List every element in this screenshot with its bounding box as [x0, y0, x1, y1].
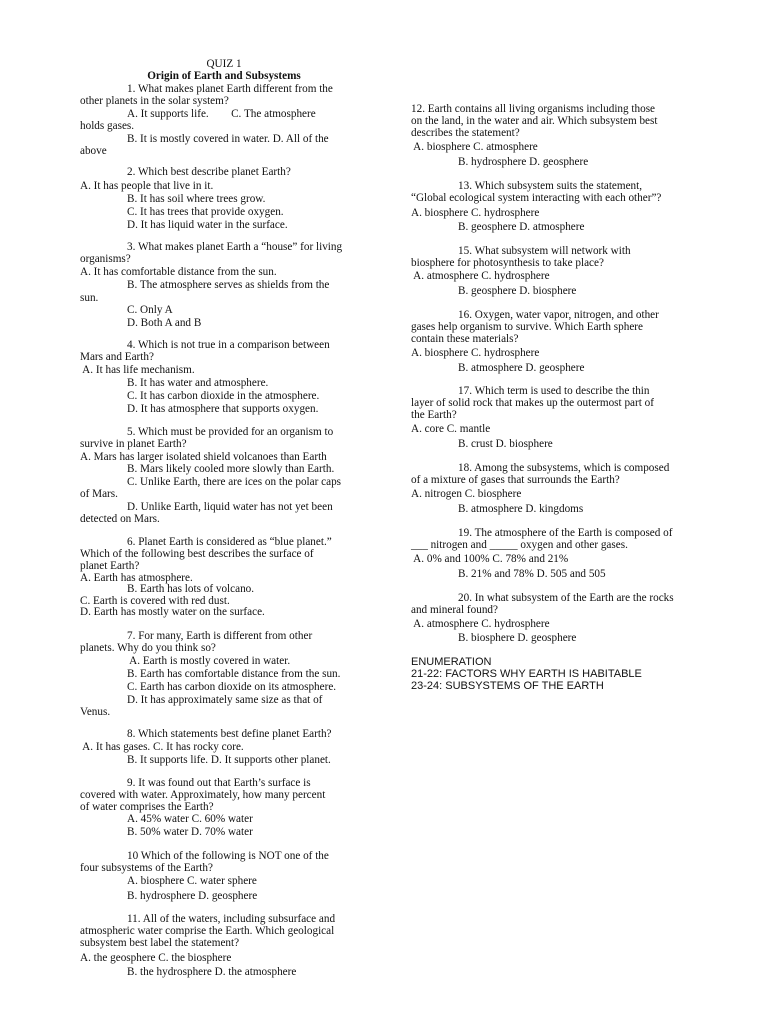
left-column-line-22: B. It has water and atmosphere. [127, 377, 269, 389]
left-column-line-38: C. Earth is covered with red dust. [80, 595, 230, 607]
right-column-line-15: gases help organism to survive. Which Earth sphere [411, 321, 643, 333]
left-column-line-9: B. It has soil where trees grow. [127, 193, 266, 205]
left-column-line-39: D. Earth has mostly water on the surface. [80, 606, 265, 618]
left-column-line-4: holds gases. [80, 120, 135, 132]
left-column-line-49: B. It supports life. D. It supports other planet. [127, 754, 331, 766]
right-column-line-38: 23-24: SUBSYSTEMS OF THE EARTH [411, 680, 604, 692]
left-column-line-55: 10 Which of the following is NOT one of the [127, 850, 329, 862]
left-column-line-36: A. Earth has atmosphere. [80, 572, 193, 584]
left-column-line-33: 6. Planet Earth is considered as “blue planet.” [127, 536, 332, 548]
right-column-line-17: A. biosphere C. hydrosphere [411, 347, 540, 359]
right-column-line-30: A. 0% and 100% C. 78% and 21% [411, 553, 569, 565]
left-column-line-56: four subsystems of the Earth? [80, 862, 213, 874]
right-column-line-37: 21-22: FACTORS WHY EARTH IS HABITABLE [411, 668, 642, 680]
right-column-line-12: A. atmosphere C. hydrosphere [411, 270, 550, 282]
left-column-line-43: B. Earth has comfortable distance from the sun. [127, 668, 341, 680]
right-column-line-29: ___ nitrogen and _____ oxygen and other gases. [411, 539, 628, 551]
right-column-line-21: the Earth? [411, 409, 457, 421]
left-column-line-45: D. It has approximately same size as that of [127, 694, 323, 706]
left-column-line-50: 9. It was found out that Earth’s surface is [127, 777, 311, 789]
right-column-line-2: on the land, in the water and air. Which subsystem best [411, 115, 658, 127]
left-column-line-27: A. Mars has larger isolated shield volcanoes than Earth [80, 451, 327, 463]
left-column-line-48: A. It has gases. C. It has rocky core. [80, 741, 244, 753]
left-column-line-41: planets. Why do you think so? [80, 642, 216, 654]
left-column-line-6: above [80, 145, 107, 157]
left-column-line-32: detected on Mars. [80, 513, 160, 525]
right-column-line-14: 16. Oxygen, water vapor, nitrogen, and other [458, 309, 659, 321]
right-column-line-1: 12. Earth contains all living organisms including those [411, 103, 656, 115]
left-column-line-30: of Mars. [80, 488, 118, 500]
left-column-line-51: covered with water. Approximately, how many percent [80, 789, 326, 801]
right-column-line-28: 19. The atmosphere of the Earth is composed of [458, 527, 673, 539]
left-column-line-26: survive in planet Earth? [80, 438, 187, 450]
left-column-line-62: A. the geosphere C. the biosphere [80, 952, 232, 964]
right-column-line-25: of a mixture of gases that surrounds the Earth? [411, 474, 620, 486]
right-column-line-36: ENUMERATION [411, 656, 492, 668]
left-column-line-8: A. It has people that live in it. [80, 180, 214, 192]
left-column-line-40: 7. For many, Earth is different from other [127, 630, 313, 642]
right-column-line-7: “Global ecological system interacting with each other”? [411, 192, 662, 204]
right-column-line-20: layer of solid rock that makes up the outermost part of [411, 397, 654, 409]
right-column-line-23: B. crust D. biosphere [458, 438, 553, 450]
quiz-title: QUIZ 1 [206, 58, 242, 70]
right-column-line-9: B. geosphere D. atmosphere [458, 221, 585, 233]
left-column-line-24: D. It has atmosphere that supports oxygen. [127, 403, 319, 415]
left-column-line-35: planet Earth? [80, 560, 140, 572]
right-column-line-35: B. biosphere D. geosphere [458, 632, 577, 644]
right-column-line-24: 18. Among the subsystems, which is composed [458, 462, 670, 474]
right-column-line-10: 15. What subsystem will network with [458, 245, 631, 257]
right-column-line-11: biosphere for photosynthesis to take place? [411, 257, 604, 269]
left-column-line-23: C. It has carbon dioxide in the atmosphere. [127, 390, 320, 402]
right-column-line-5: B. hydrosphere D. geosphere [458, 156, 589, 168]
left-column-line-19: 4. Which is not true in a comparison between [127, 339, 330, 351]
left-column-line-44: C. Earth has carbon dioxide on its atmosphere. [127, 681, 337, 693]
left-column-line-13: organisms? [80, 253, 131, 265]
left-column-line-57: A. biosphere C. water sphere [127, 875, 257, 887]
left-column-line-12: 3. What makes planet Earth a “house” for living [127, 241, 343, 253]
right-column-line-13: B. geosphere D. biosphere [458, 285, 577, 297]
left-column-line-14: A. It has comfortable distance from the sun. [80, 266, 277, 278]
left-column-line-52: of water comprises the Earth? [80, 801, 214, 813]
left-column-line-42: A. Earth is mostly covered in water. [127, 655, 291, 667]
right-column-line-32: 20. In what subsystem of the Earth are the rocks [458, 592, 674, 604]
right-column-line-3: describes the statement? [411, 127, 520, 139]
right-column-line-8: A. biosphere C. hydrosphere [411, 207, 540, 219]
right-column-line-27: B. atmosphere D. kingdoms [458, 503, 584, 515]
left-column-line-31: D. Unlike Earth, liquid water has not yet been [127, 501, 333, 513]
left-column-line-59: 11. All of the waters, including subsurface and [127, 913, 336, 925]
right-column-line-16: contain these materials? [411, 333, 519, 345]
left-column-line-25: 5. Which must be provided for an organism to [127, 426, 334, 438]
left-column-line-61: subsystem best label the statement? [80, 937, 240, 949]
right-column-line-6: 13. Which subsystem suits the statement, [458, 180, 643, 192]
right-column-line-22: A. core C. mantle [411, 423, 491, 435]
left-column-line-7: 2. Which best describe planet Earth? [127, 166, 291, 178]
left-column-line-29: C. Unlike Earth, there are ices on the polar caps [127, 476, 342, 488]
right-column-line-26: A. nitrogen C. biosphere [411, 488, 522, 500]
left-column-line-15: B. The atmosphere serves as shields from the [127, 279, 330, 291]
left-column-line-17: C. Only A [127, 304, 173, 316]
left-column-line-2: other planets in the solar system? [80, 95, 229, 107]
left-column-line-63: B. the hydrosphere D. the atmosphere [127, 966, 297, 978]
left-column-line-47: 8. Which statements best define planet Earth? [127, 728, 332, 740]
left-column-line-1: 1. What makes planet Earth different from the [127, 83, 333, 95]
right-column-line-19: 17. Which term is used to describe the thin [458, 385, 650, 397]
left-column-line-28: B. Mars likely cooled more slowly than Earth. [127, 463, 335, 475]
right-column-line-34: A. atmosphere C. hydrosphere [411, 618, 550, 630]
right-column-line-4: A. biosphere C. atmosphere [411, 141, 538, 153]
quiz-subtitle: Origin of Earth and Subsystems [147, 70, 301, 82]
right-column-line-33: and mineral found? [411, 604, 498, 616]
right-column-line-18: B. atmosphere D. geosphere [458, 362, 585, 374]
left-column-line-60: atmospheric water comprise the Earth. Which geological [80, 925, 335, 937]
left-column-line-11: D. It has liquid water in the surface. [127, 219, 288, 231]
left-column-line-10: C. It has trees that provide oxygen. [127, 206, 284, 218]
left-column-line-3: A. It supports life. C. The atmosphere [127, 108, 316, 120]
left-column-line-5: B. It is mostly covered in water. D. All of the [127, 133, 329, 145]
left-column-line-34: Which of the following best describes the surface of [80, 548, 314, 560]
left-column-line-54: B. 50% water D. 70% water [127, 826, 253, 838]
left-column-line-58: B. hydrosphere D. geosphere [127, 890, 258, 902]
left-column-line-20: Mars and Earth? [80, 351, 154, 363]
left-column-line-53: A. 45% water C. 60% water [127, 813, 253, 825]
left-column-line-18: D. Both A and B [127, 317, 202, 329]
left-column-line-16: sun. [80, 292, 99, 304]
left-column-line-21: A. It has life mechanism. [80, 364, 195, 376]
left-column-line-46: Venus. [80, 706, 111, 718]
left-column-line-37: B. Earth has lots of volcano. [127, 583, 255, 595]
right-column-line-31: B. 21% and 78% D. 505 and 505 [458, 568, 606, 580]
